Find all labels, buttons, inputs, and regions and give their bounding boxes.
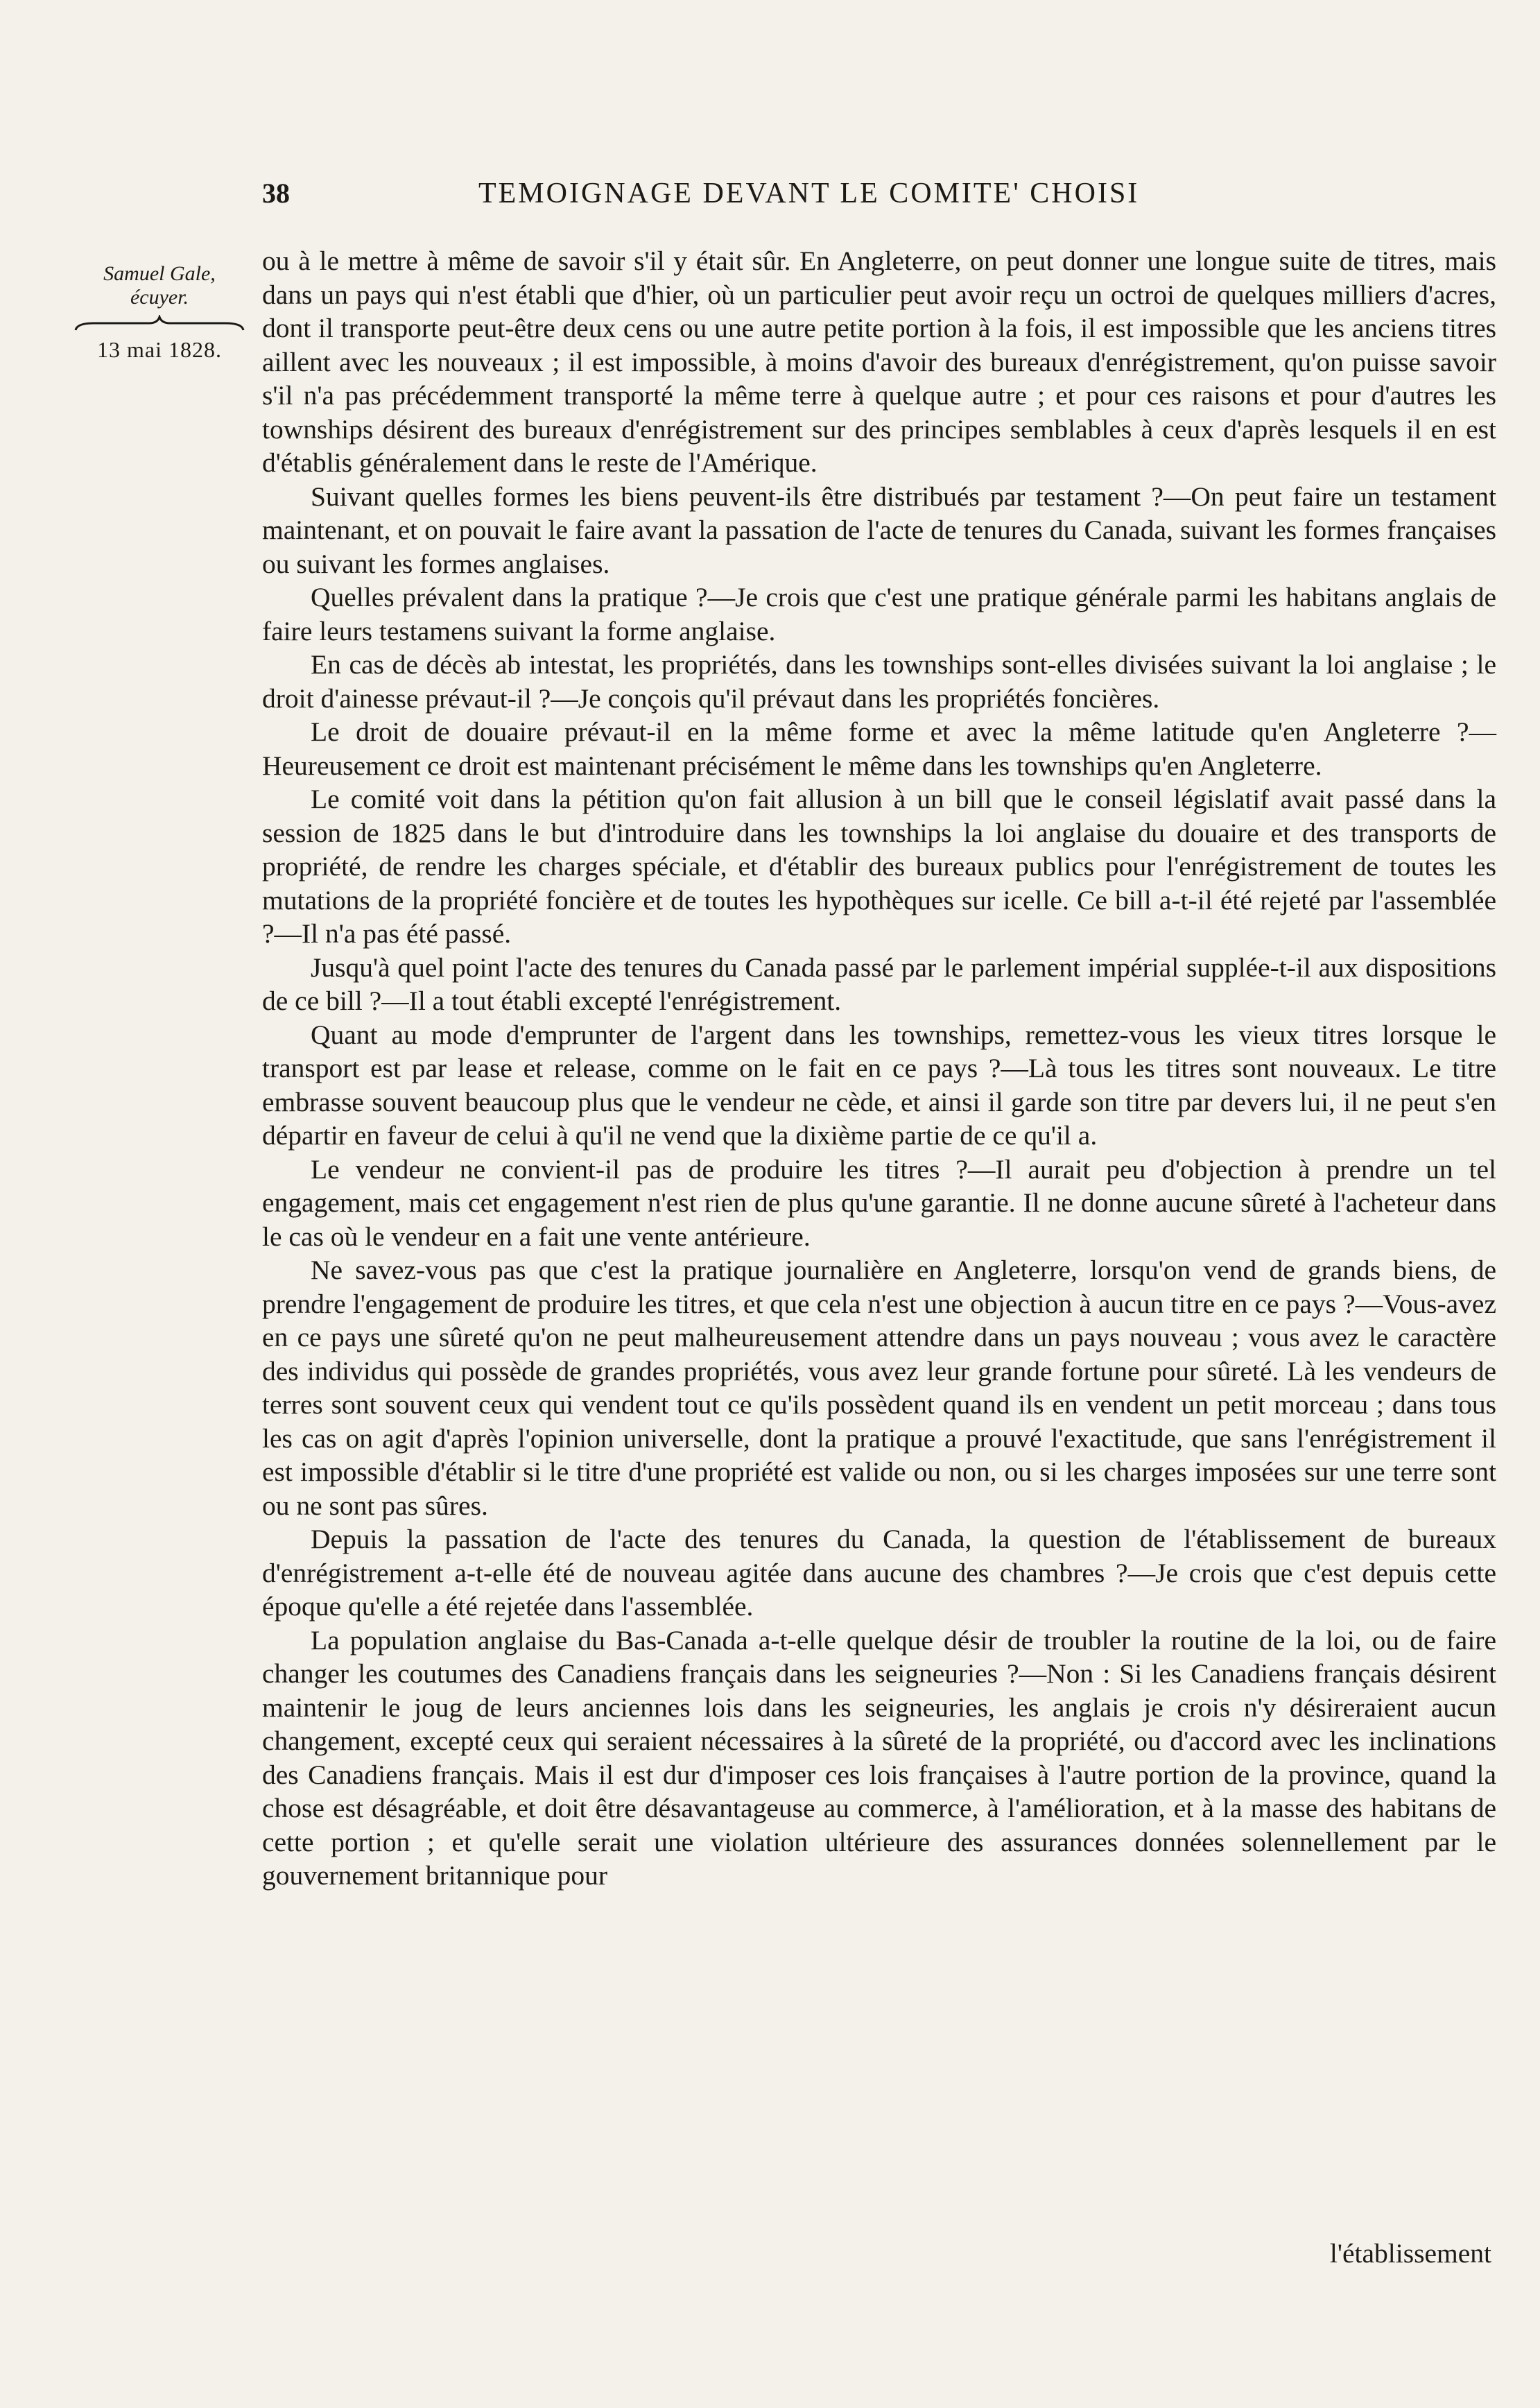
paragraph: Le comité voit dans la pétition qu'on fait allusion à un bill que le conseil législatif avait passé dans la session de 1825 dans le but d'introduire dans les townships la loi anglaise du douaire et des transports de propriété, de rendre les charges spéciale, et d'établir des bureaux publics pour l'enrégistrement de toutes les mutations de la propriété foncière et de toutes les hypothèques sur icelle. Ce bill a-t-il été rejeté par l'assemblée ?—Il n'a pas été passé. bbox=[262, 784, 1496, 949]
page-header bbox=[257, 177, 1498, 218]
paragraph: ou à le mettre à même de savoir s'il y était sûr. En Angleterre, on peut donner une longue suite de titres, mais dans un pays qui n'est établi que d'hier, où un particulier peut avoir reçu un octroi de quelques milliers d'acres, dont il transporte peut-être deux cens ou une autre petite portion à la fois, il est impossible que les anciens titres aillent avec les nouveaux ; il est impossible, à moins d'avoir des bureaux d'enrégistrement, qu'on puisse savoir s'il n'a pas précédemment transporté la même terre à quelque autre ; et pour ces raisons et pour d'autres les townships désirent des bureaux d'enrégistrement sur des principes semblables à ceux d'après lesquels il en est d'établis généralement dans le reste de l'Amérique. bbox=[262, 246, 1496, 478]
margin-note bbox=[62, 262, 257, 363]
brace-divider bbox=[73, 315, 246, 333]
paragraph: Ne savez-vous pas que c'est la pratique journalière en Angleterre, lorsqu'on vend de grands biens, de prendre l'engagement de produire les titres, et que cela n'est une objection à aucun titre en ce pays ?—Vous-avez en ce pays une sûreté qu'on ne peut malheureusement attendre dans un pays nouveau ; vous avez le caractère des individus qui possède de grandes propriétés, vous avez leur grande fortune pour sûreté. Là les vendeurs de terres sont souvent ceux qui vendent tout ce qu'ils possèdent quand ils en vendent un petit morceau ; dans tous les cas on agit d'après l'opinion universelle, dont la pratique a prouvé l'exactitude, que sans l'enrégistrement il est impossible d'établir si le titre d'une propriété est valide ou non, ou si les charges imposées sur une terre sont ou ne sont pas sûres. bbox=[262, 1255, 1496, 1521]
paragraph: Quelles prévalent dans la pratique ?—Je crois que c'est une pratique générale parmi les habitans anglais de faire leurs testamens suivant la forme anglaise. bbox=[262, 582, 1496, 646]
paragraph: Quant au mode d'emprunter de l'argent dans les townships, remettez-vous les vieux titres lorsque le transport est par lease et release, comme on le fait en ce pays ?—Là tous les titres sont nouveaux. Le titre embrasse souvent beaucoup plus que le vendeur ne cède, et ainsi il garde son titre par devers lui, il ne peut s'en départir en faveur de celui à qu'il ne vend que la dixième partie de ce qu'il a. bbox=[262, 1019, 1496, 1151]
witness-title: écuyer. bbox=[130, 286, 189, 309]
running-title: TEMOIGNAGE DEVANT LE COMITE' CHOISI bbox=[478, 178, 1140, 209]
paragraph: La population anglaise du Bas-Canada a-t-elle quelque désir de troubler la routine de la loi, ou de faire changer les coutumes des Canadiens français dans les seigneuries ?—Non : Si les Canadiens français désirent maintenir le joug de leurs anciennes lois dans les seigneuries, les anglais je crois n'y désireraient aucun changement, excepté ceux qui seraient nécessaires à la sûreté de la propriété, ou d'accord avec les inclinations des Canadiens français. Mais il est dur d'imposer ces lois françaises à l'autre portion de la province, quand la chose est désagréable, et doit être désavantageuse au commerce, à l'amélioration, et à la masse des habitans de cette portion ; et qu'elle serait une violation ultérieure des assurances données solennellement par le gouvernement britannique pour bbox=[262, 1624, 1496, 1891]
paragraph: Depuis la passation de l'acte des tenures du Canada, la question de l'établissement de bureaux d'enrégistrement a-t-elle été de nouveau agitée dans aucune des chambres ?—Je crois que c'est depuis cette époque qu'elle a été rejetée dans l'assemblée. bbox=[262, 1524, 1496, 1622]
witness-name: Samuel Gale, bbox=[103, 262, 216, 285]
page-number: 38 bbox=[262, 178, 290, 209]
testimony-body bbox=[262, 244, 1496, 1893]
testimony-date: 13 mai 1828. bbox=[97, 337, 222, 362]
catchword: l'établissement bbox=[1329, 2238, 1491, 2269]
paragraph: Le droit de douaire prévaut-il en la même forme et avec la même latitude qu'en Angleterre ?—Heureusement ce droit est maintenant précisément le même dans les townships qu'en Angleterre. bbox=[262, 716, 1496, 781]
paragraph: Le vendeur ne convient-il pas de produire les titres ?—Il aurait peu d'objection à prendre un tel engagement, mais cet engagement n'est rien de plus qu'une garantie. Il ne donne aucune sûreté à l'acheteur dans le cas où le vendeur en a fait une vente antérieure. bbox=[262, 1153, 1496, 1252]
paragraph: Jusqu'à quel point l'acte des tenures du Canada passé par le parlement impérial supplée-t-il aux dispositions de ce bill ?—Il a tout établi excepté l'enrégistrement. bbox=[262, 952, 1496, 1016]
paragraph: Suivant quelles formes les biens peuvent-ils être distribués par testament ?—On peut faire un testament maintenant, et on pouvait le faire avant la passation de l'acte de tenures du Canada, suivant les formes françaises ou suivant les formes anglaises. bbox=[262, 481, 1496, 579]
paragraph: En cas de décès ab intestat, les propriétés, dans les townships sont-elles divisées suivant la loi anglaise ; le droit d'ainesse prévaut-il ?—Je conçois qu'il prévaut dans les propriétés foncières. bbox=[262, 649, 1496, 714]
